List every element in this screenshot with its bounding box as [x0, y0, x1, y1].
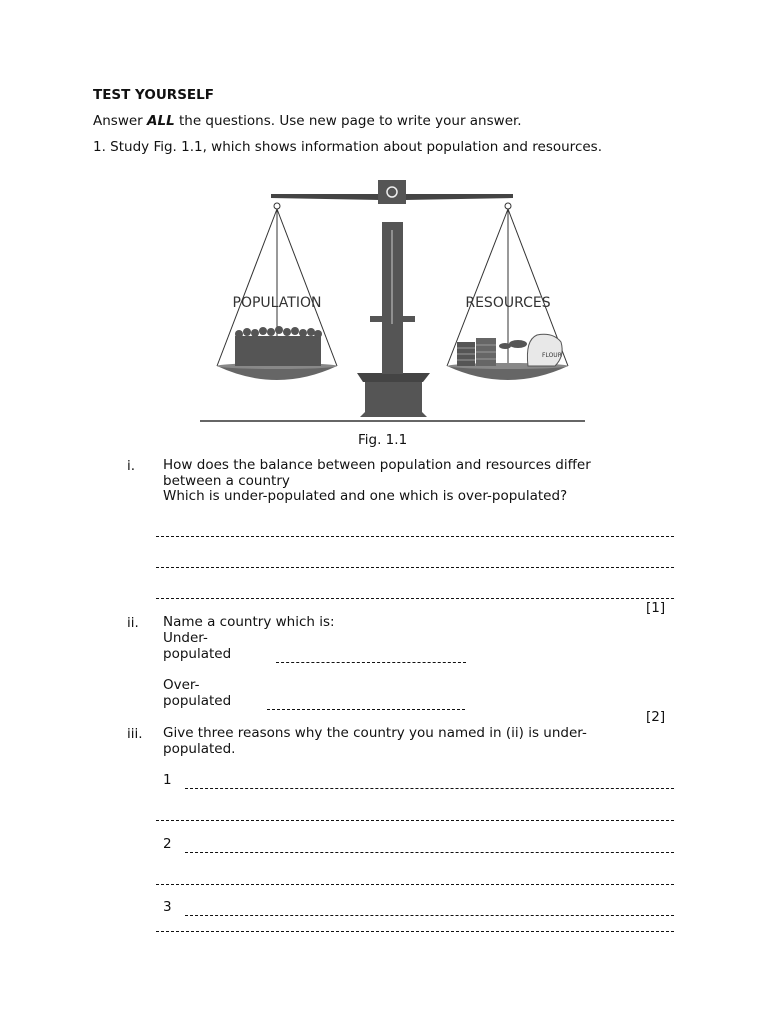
answer-line[interactable]: [156, 598, 674, 599]
answer-line[interactable]: [156, 820, 674, 821]
test-heading: TEST YOURSELF: [93, 87, 214, 103]
answer-line[interactable]: [156, 931, 674, 932]
figure-caption: Fig. 1.1: [358, 432, 408, 448]
people-silhouette-icon: [235, 326, 322, 366]
question-1: 1. Study Fig. 1.1, which shows information about population and resources.: [93, 139, 602, 155]
over-label-a: Over-: [163, 677, 200, 693]
mark-ii: [2]: [646, 709, 666, 725]
part-iii-question: [163, 726, 633, 757]
part-i-number: i.: [127, 458, 136, 474]
reason-number-2: 2: [163, 836, 172, 852]
instruction: [93, 113, 522, 129]
over-label-b: populated: [163, 692, 232, 709]
resources-icon: [457, 334, 562, 366]
balance-scale-figure: [195, 170, 595, 430]
part-iii-line1: Give three reasons why the country you named in (ii) is under-: [163, 725, 587, 741]
part-i-line2: between a country: [163, 472, 290, 489]
instruction-emphasis: ALL: [147, 113, 175, 129]
under-populated-label: [163, 631, 231, 662]
population-label: POPULATION: [232, 295, 322, 311]
instruction-pre: Answer: [93, 113, 148, 129]
mark-i: [1]: [646, 600, 666, 616]
reason-3-answer[interactable]: [185, 915, 674, 916]
part-i-line3: Which is under-populated and one which is over-populated?: [163, 488, 568, 504]
answer-line[interactable]: [156, 884, 674, 885]
reason-2-answer[interactable]: [185, 852, 674, 853]
answer-line[interactable]: [156, 536, 674, 537]
resources-label: RESOURCES: [465, 295, 551, 311]
over-populated-answer[interactable]: [267, 709, 465, 710]
part-iii-line2: populated.: [163, 740, 236, 757]
over-populated-label: [163, 678, 231, 709]
under-label-b: populated: [163, 645, 232, 662]
reason-number-1: 1: [163, 772, 172, 788]
part-i-question: [163, 458, 633, 505]
part-i-line1: How does the balance between population and resources differ: [163, 457, 591, 473]
under-populated-answer[interactable]: [276, 662, 466, 663]
instruction-post: the questions. Use new page to write your answer.: [174, 113, 522, 129]
part-iii-number: iii.: [127, 726, 143, 742]
reason-number-3: 3: [163, 899, 172, 915]
flour-label: FLOUR: [542, 352, 562, 359]
reason-1-answer[interactable]: [185, 788, 674, 789]
answer-line[interactable]: [156, 567, 674, 568]
part-ii-number: ii.: [127, 615, 139, 631]
part-ii-question: Name a country which is:: [163, 614, 335, 630]
under-label-a: Under-: [163, 630, 208, 646]
